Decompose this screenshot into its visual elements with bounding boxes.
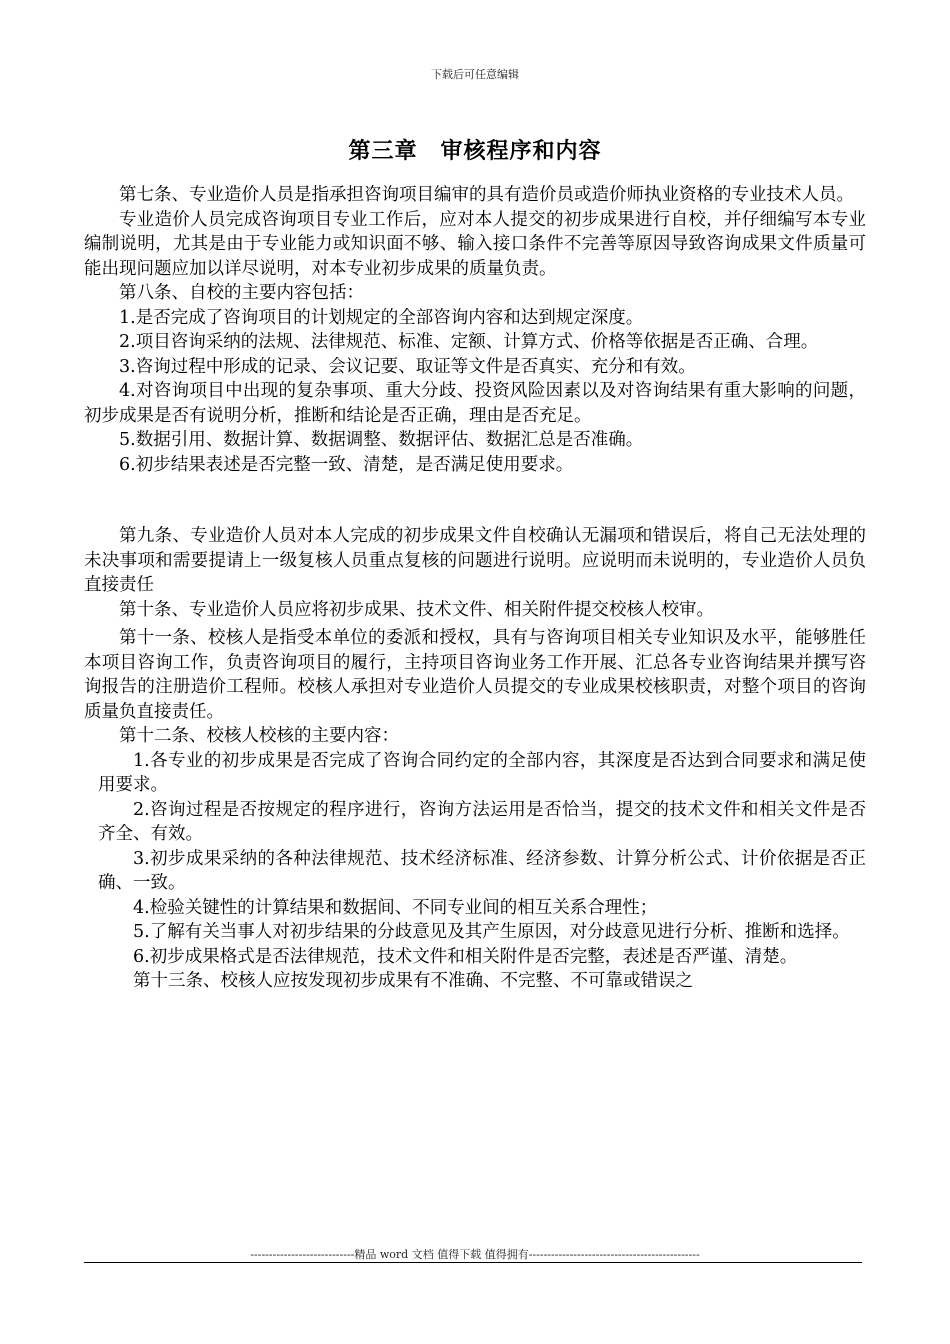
paragraph-article-7: 第七条、专业造价人员是指承担咨询项目编审的具有造价员或造价师执业资格的专业技术人员。	[119, 185, 854, 205]
paragraph-article-8: 第八条、自校的主要内容包括：	[119, 283, 364, 303]
blank-gap	[84, 477, 866, 524]
list-item-review-1: 1.各专业的初步成果是否完成了咨询合同约定的全部内容，其深度是否达到合同要求和满足使用要求。	[98, 750, 866, 795]
page-header: 下载后可任意编辑	[431, 68, 519, 81]
list-item-self-check-6: 6.初步结果表述是否完整一致、清楚，是否满足使用要求。	[119, 454, 574, 475]
list-item-review-5: 5.了解有关当事人对初步结果的分歧意见及其产生原因，对分歧意见进行分析、推断和选择。	[133, 922, 850, 942]
list-item-review-6: 6.初步成果格式是否法律规范，技术文件和相关附件是否完整，表述是否严谨、清楚。	[133, 946, 798, 967]
list-item-self-check-4: 4.对咨询项目中出现的复杂事项、重大分歧、投资风险因素以及对咨询结果有重大影响的问题，初步成果是否有说明分析，推断和结论是否正确，理由是否充足。	[84, 381, 866, 426]
paragraph-self-check-duty: 专业造价人员完成咨询项目专业工作后，应对本人提交的初步成果进行自校，并仔细编写本专业编制说明，尤其是由于专业能力或知识面不够、输入接口条件不完善等原因导致咨询成果文件质量可能出现问题应加以详尽说明，对本专业初步成果的质量负责。	[84, 209, 866, 279]
document-body	[84, 183, 866, 994]
list-item-self-check-1: 1.是否完成了咨询项目的计划规定的全部咨询内容和达到规定深度。	[119, 307, 644, 328]
paragraph-article-13: 第十三条、校核人应按发现初步成果有不准确、不完整、不可靠或错误之	[133, 971, 693, 991]
page-footer: ----------------------------精品 word 文档 值得下载 值得拥有----------------------------------------------	[250, 1248, 700, 1261]
list-item-review-3: 3.初步成果采纳的各种法律规范、技术经济标准、经济参数、计算分析公式、计价依据是否正确、一致。	[98, 848, 866, 893]
list-item-review-4: 4.检验关键性的计算结果和数据间、不同专业间的相互关系合理性；	[133, 897, 658, 918]
paragraph-article-12: 第十二条、校核人校核的主要内容：	[119, 726, 399, 746]
paragraph-article-10: 第十条、专业造价人员应将初步成果、技术文件、相关附件提交校核人校审。	[119, 599, 714, 620]
list-item-self-check-5: 5.数据引用、数据计算、数据调整、数据评估、数据汇总是否准确。	[119, 430, 644, 450]
list-item-review-2: 2.咨询过程是否按规定的程序进行，咨询方法运用是否恰当，提交的技术文件和相关文件是否齐全、有效。	[98, 799, 866, 844]
chapter-title: 第三章 审核程序和内容	[348, 139, 602, 164]
list-item-self-check-2: 2.项目咨询采纳的法规、法律规范、标准、定额、计算方式、价格等依据是否正确、合理。	[119, 332, 819, 352]
footer-divider	[84, 1262, 862, 1263]
paragraph-article-11: 第十一条、校核人是指受本单位的委派和授权，具有与咨询项目相关专业知识及水平，能够胜任本项目咨询工作，负责咨询项目的履行，主持项目咨询业务工作开展、汇总各专业咨询结果并撰写咨询报告的注册造价工程师。校核人承担对专业造价人员提交的专业成果校核职责，对整个项目的咨询质量负直接责任。	[84, 628, 866, 722]
list-item-self-check-3: 3.咨询过程中形成的记录、会议记要、取证等文件是否真实、充分和有效。	[119, 356, 696, 377]
paragraph-article-9: 第九条、专业造价人员对本人完成的初步成果文件自校确认无漏项和错误后，将自己无法处理的未决事项和需要提请上一级复核人员重点复核的问题进行说明。应说明而未说明的，专业造价人员负直接责任	[84, 526, 866, 595]
